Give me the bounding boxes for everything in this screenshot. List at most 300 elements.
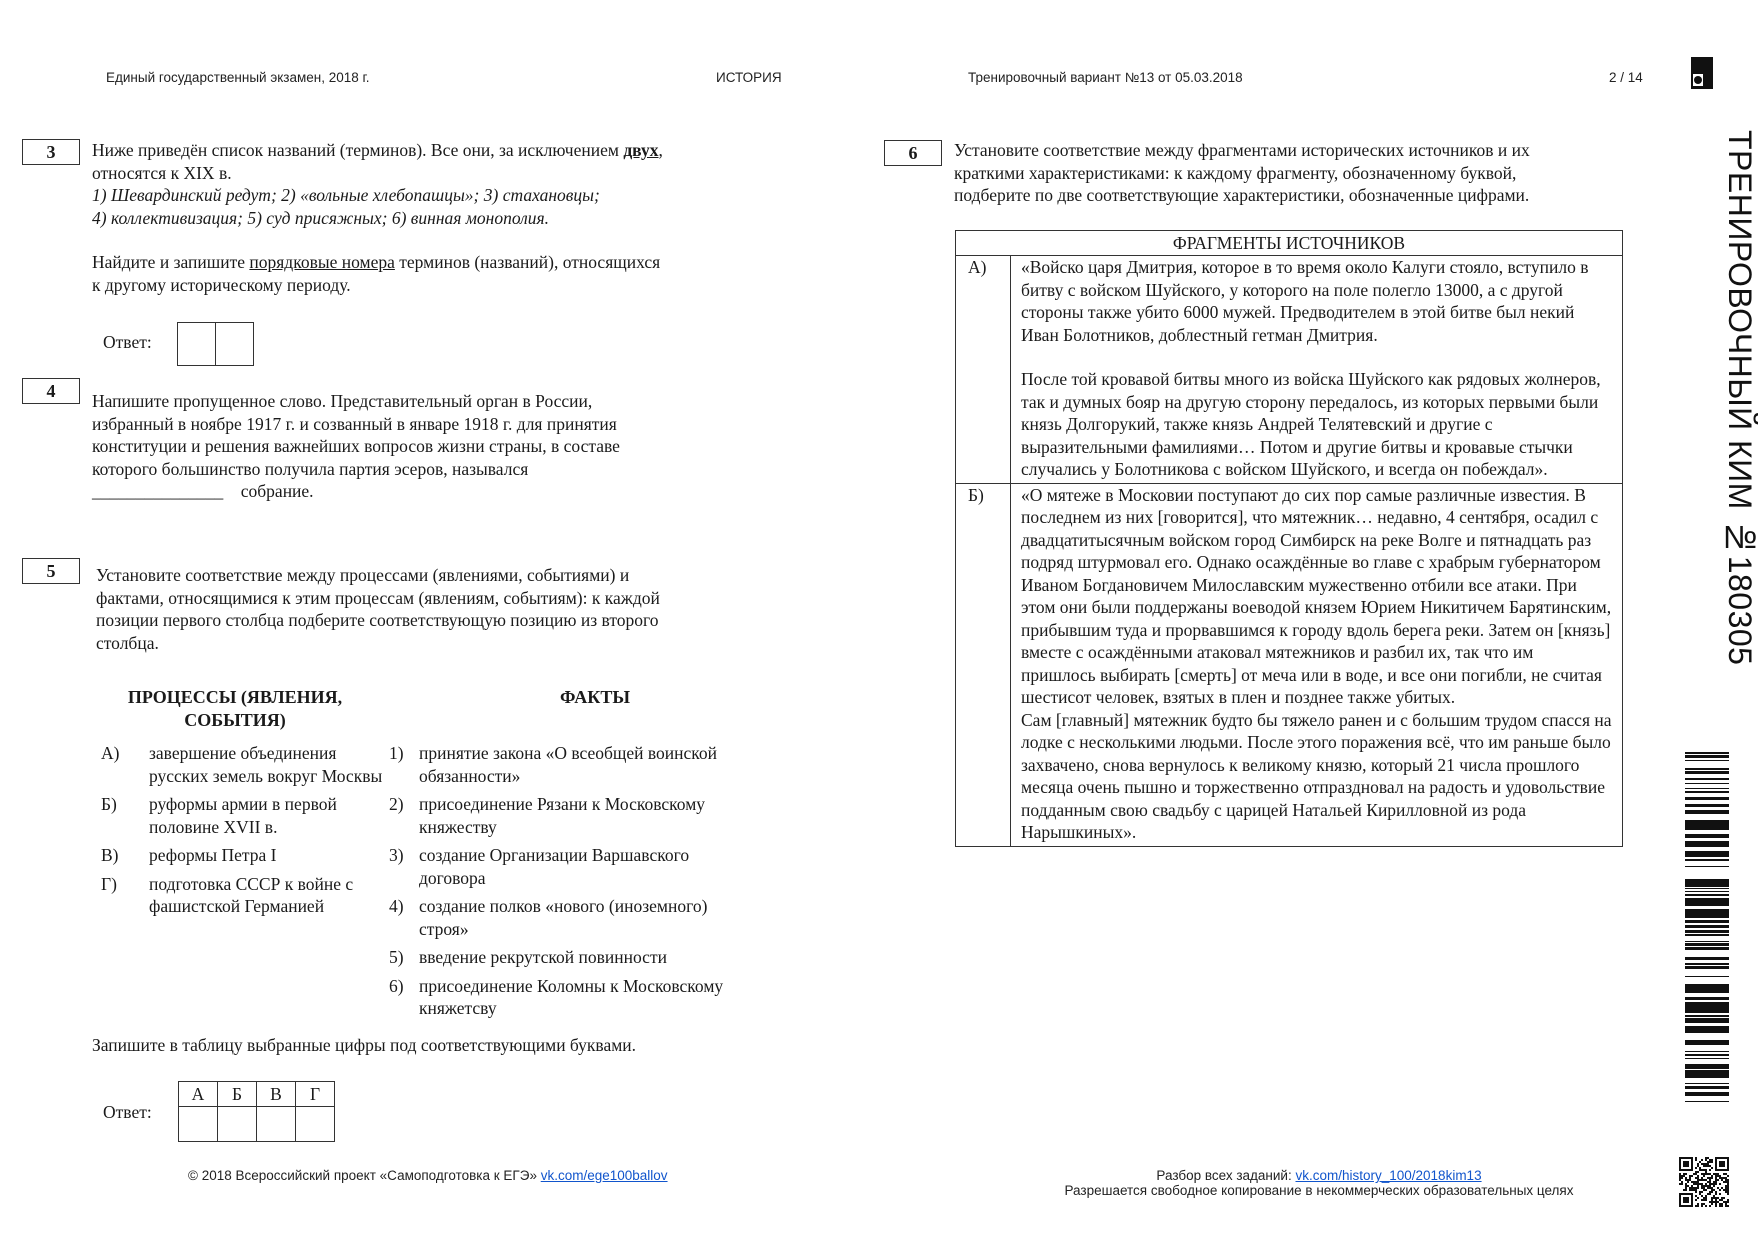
qr-module (1725, 1187, 1727, 1189)
barcode-bar (1685, 1051, 1729, 1052)
qr-module (1685, 1189, 1687, 1191)
barcode-bar (1685, 930, 1729, 933)
qr-module (1723, 1173, 1725, 1175)
barcode-bar (1685, 987, 1729, 988)
barcode-bar (1685, 783, 1729, 784)
qr-module (1697, 1181, 1699, 1183)
qr-module (1705, 1171, 1707, 1173)
barcode-bar (1685, 1026, 1729, 1028)
qr-module (1707, 1181, 1709, 1183)
qr-module (1727, 1183, 1729, 1185)
qr-module (1715, 1201, 1717, 1203)
barcode-bar (1685, 1076, 1729, 1078)
qr-module (1707, 1185, 1709, 1187)
barcode-bar (1685, 1054, 1729, 1056)
qr-module (1727, 1181, 1729, 1183)
qr-module (1727, 1185, 1729, 1187)
question-4 (92, 390, 752, 503)
barcode-bar (1685, 755, 1729, 757)
barcode-bar (1685, 1015, 1729, 1017)
qr-module (1697, 1175, 1699, 1177)
qr-module (1709, 1177, 1711, 1179)
qr-module (1699, 1191, 1701, 1193)
barcode-bar (1685, 901, 1729, 904)
barcode-bar (1685, 880, 1729, 882)
qr-module (1697, 1205, 1699, 1207)
qr-module (1687, 1181, 1689, 1183)
qr-module (1695, 1191, 1697, 1193)
q5-answer-table (178, 1081, 335, 1142)
barcode-bar (1685, 792, 1729, 793)
qr-module (1719, 1199, 1721, 1201)
qr-module (1695, 1173, 1697, 1175)
barcode-bar (1685, 1058, 1729, 1059)
q5-fact-item: 3) создание Организации Варшавского договора (389, 845, 690, 888)
q3-line2: относятся к XIX в. (92, 162, 232, 183)
barcode-bar (1685, 934, 1729, 936)
barcode-bar (1685, 998, 1729, 1000)
q4-answer-blank[interactable]: _______________ (92, 481, 224, 501)
barcode-bar (1685, 841, 1729, 842)
qr-module (1709, 1193, 1711, 1195)
qr-module (1727, 1179, 1729, 1181)
qr-module (1703, 1165, 1705, 1167)
barcode-bar (1685, 925, 1729, 928)
qr-module (1703, 1189, 1705, 1191)
question-6 (954, 139, 1649, 207)
barcode-bar (1685, 888, 1729, 889)
footer-left: © 2018 Всероссийский проект «Самоподготовка к ЕГЭ» vk.com/ege100ballov (188, 1168, 668, 1183)
qr-module (1685, 1177, 1687, 1179)
q3-emphasis: двух (623, 140, 659, 160)
qr-module (1699, 1169, 1701, 1171)
qr-module (1709, 1161, 1711, 1163)
qr-module (1715, 1181, 1717, 1183)
qr-module (1685, 1183, 1687, 1185)
qr-module (1709, 1185, 1711, 1187)
qr-module (1721, 1179, 1723, 1181)
qr-module (1709, 1205, 1711, 1207)
qr-module (1679, 1183, 1681, 1185)
qr-module (1713, 1189, 1715, 1191)
barcode-bar (1685, 997, 1729, 998)
qr-module (1697, 1187, 1699, 1189)
fragment-a-mark: А) (956, 256, 1011, 484)
qr-module (1701, 1173, 1703, 1175)
qr-module (1725, 1205, 1727, 1207)
barcode-bar (1685, 797, 1729, 800)
barcode-bar (1685, 1040, 1729, 1042)
q4-blank-line: _______________ собрание. (92, 481, 314, 501)
footer-copy-note: Разрешается свободное копирование в некоммерческих образовательных целях (1064, 1183, 1574, 1198)
qr-module (1719, 1177, 1721, 1179)
barcode-bar (1685, 804, 1729, 807)
qr-module (1701, 1159, 1703, 1161)
qr-module (1715, 1183, 1717, 1185)
qr-module (1715, 1193, 1717, 1195)
answer-cell-g[interactable] (296, 1107, 335, 1142)
qr-module (1715, 1173, 1717, 1175)
qr-module (1691, 1187, 1693, 1189)
qr-module (1697, 1183, 1699, 1185)
qr-module (1691, 1185, 1693, 1187)
qr-module (1717, 1201, 1719, 1203)
barcode-bar (1685, 904, 1729, 906)
qr-module (1711, 1199, 1713, 1201)
barcode-bar (1685, 1086, 1729, 1089)
fragment-b (1011, 483, 1623, 846)
barcode-bar (1685, 1021, 1729, 1023)
q3-answer-cell-1[interactable] (178, 323, 216, 365)
header-exam-title: Единый государственный экзамен, 2018 г. (106, 70, 370, 85)
qr-module (1701, 1191, 1703, 1193)
barcode-bar (1685, 898, 1729, 899)
q5-facts-list (389, 742, 739, 1026)
qr-module (1693, 1173, 1695, 1175)
barcode-bar (1685, 1028, 1729, 1031)
q6-line: подберите по две соответствующие характеристики, обозначенные цифрами. (954, 185, 1530, 205)
qr-module (1697, 1203, 1699, 1205)
qr-module (1697, 1177, 1699, 1179)
answer-cell-b[interactable] (218, 1107, 257, 1142)
answer-cell-a[interactable] (179, 1107, 218, 1142)
qr-module (1703, 1187, 1705, 1189)
qr-module (1715, 1199, 1717, 1201)
answer-cell-v[interactable] (257, 1107, 296, 1142)
qr-module (1709, 1183, 1711, 1185)
qr-module (1705, 1165, 1707, 1167)
qr-module (1709, 1201, 1711, 1203)
answer-header-b: Б (218, 1082, 257, 1107)
barcode-bar (1685, 837, 1729, 838)
q5-fact-item: 2) присоединение Рязани к Московскому княжеству (389, 794, 706, 837)
qr-module (1689, 1175, 1691, 1177)
q5-fact-item: 5) введение рекрутской повинности (389, 947, 667, 967)
qr-module (1711, 1187, 1713, 1189)
q5-process-item: Г) подготовка СССР к войне с фашистской Германией (101, 873, 354, 916)
qr-module (1717, 1173, 1719, 1175)
qr-module (1711, 1177, 1713, 1179)
barcode-bar (1685, 914, 1729, 916)
barcode-bar (1685, 859, 1729, 861)
side-title: ТРЕНИРОВОЧНЫЙ КИМ №180305 (1722, 130, 1758, 666)
qr-module (1723, 1181, 1725, 1183)
q5-line: Установите соответствие между процессами (явлениями, событиями) и (96, 565, 630, 585)
qr-module (1725, 1173, 1727, 1175)
qr-module (1695, 1195, 1697, 1197)
qr-module (1683, 1175, 1685, 1177)
barcode-bar (1685, 760, 1729, 761)
qr-module (1703, 1173, 1705, 1175)
qr-module (1687, 1179, 1689, 1181)
q3-list-line2: 4) коллективизация; 5) суд присяжных; 6) винная монополия. (92, 207, 550, 228)
barcode-bar (1685, 834, 1729, 837)
qr-module (1679, 1177, 1681, 1179)
qr-module (1689, 1187, 1691, 1189)
question-number-3: 3 (22, 139, 80, 165)
barcode-bar (1685, 768, 1729, 770)
qr-module (1683, 1173, 1685, 1175)
qr-module (1691, 1181, 1693, 1183)
qr-module (1703, 1163, 1705, 1165)
qr-module (1709, 1165, 1711, 1167)
barcode-bar (1685, 856, 1729, 857)
qr-module (1681, 1177, 1683, 1179)
qr-module (1727, 1189, 1729, 1191)
barcode-bar (1685, 947, 1729, 948)
qr-module (1695, 1183, 1697, 1185)
qr-module (1723, 1177, 1725, 1179)
sources-table (955, 230, 1623, 847)
qr-module (1709, 1173, 1711, 1175)
qr-module (1727, 1205, 1729, 1207)
footer-left-link[interactable]: vk.com/ege100ballov (540, 1168, 668, 1183)
barcode-bar (1685, 894, 1729, 896)
question-number-5: 5 (22, 558, 80, 584)
question-5 (96, 564, 756, 654)
barcode-bar (1685, 1101, 1729, 1102)
barcode-bar (1685, 949, 1729, 950)
qr-module (1715, 1197, 1717, 1199)
barcode-bar (1685, 827, 1729, 830)
barcode-bar (1685, 911, 1729, 914)
fragment-a-paragraph-1: «Войско царя Дмитрия, которое в то время около Калуги стояло, вступило в битву с войском Шуйского, у которого на поле полегло 13000, а с другой стороны также убито 6000 мужей. Предводителем в этой битве был некий Иван Болотников, доблестный гетман Дмитрия. (1021, 257, 1589, 345)
q5-process-item: В) реформы Петра I (101, 845, 277, 865)
qr-module (1721, 1205, 1723, 1207)
qr-module (1699, 1167, 1701, 1169)
q5-line: позиции первого столбца подберите соответствующую позицию из второго (96, 610, 659, 630)
qr-module (1717, 1197, 1719, 1199)
qr-module (1711, 1201, 1713, 1203)
barcode-bar (1685, 976, 1729, 977)
q3-list-line1: 1) Шевардинский редут; 2) «вольные хлебопашцы»; 3) стахановцы; (92, 185, 600, 205)
qr-module (1725, 1191, 1727, 1193)
barcode-bar (1685, 824, 1729, 827)
barcode-bar (1685, 851, 1729, 854)
q3-task-line2: к другому историческому периоду. (92, 274, 351, 295)
qr-module (1697, 1165, 1699, 1167)
qr-module (1705, 1195, 1707, 1197)
barcode-bar (1685, 791, 1729, 792)
q5-line: фактами, относящимися к этим процессам (явлениям, событиям): к каждой (96, 587, 660, 608)
qr-module (1711, 1191, 1713, 1193)
qr-module (1721, 1177, 1723, 1179)
qr-module (1711, 1159, 1713, 1161)
barcode-bar (1685, 1031, 1729, 1033)
qr-module (1697, 1179, 1699, 1181)
qr-module (1681, 1181, 1683, 1183)
qr-module (1721, 1203, 1723, 1205)
barcode-bar (1685, 1066, 1729, 1069)
qr-module (1701, 1169, 1703, 1171)
qr-module (1725, 1189, 1727, 1191)
qr-module (1727, 1193, 1729, 1195)
qr-module (1701, 1199, 1703, 1201)
answer-header-a: А (179, 1082, 218, 1107)
barcode-bar (1685, 771, 1729, 774)
qr-module (1727, 1201, 1729, 1203)
qr-module (1703, 1175, 1705, 1177)
qr-module (1701, 1195, 1703, 1197)
barcode-bar (1685, 966, 1729, 967)
qr-module (1701, 1163, 1703, 1165)
qr-module (1707, 1163, 1709, 1165)
qr-module (1691, 1175, 1693, 1177)
qr-module (1705, 1159, 1707, 1161)
qr-finder (1683, 1197, 1689, 1203)
question-3 (92, 139, 752, 296)
qr-module (1691, 1189, 1693, 1191)
qr-module (1719, 1189, 1721, 1191)
q5-fact-item: 4) создание полков «нового (иноземного) строя» (389, 896, 708, 939)
barcode-bar (1685, 788, 1729, 789)
barcode-bar (1685, 988, 1729, 991)
qr-module (1705, 1185, 1707, 1187)
qr-module (1697, 1185, 1699, 1187)
barcode-bar (1685, 810, 1729, 812)
qr-module (1681, 1175, 1683, 1177)
barcode-bar (1685, 984, 1729, 987)
qr-module (1695, 1171, 1697, 1173)
qr-module (1701, 1185, 1703, 1187)
barcode-bar (1685, 957, 1729, 960)
qr-module (1703, 1185, 1705, 1187)
qr-module (1719, 1193, 1721, 1195)
barcode-bar (1685, 1073, 1729, 1076)
barcode-bar (1685, 866, 1729, 867)
barcode-bar (1685, 1009, 1729, 1010)
qr-module (1715, 1205, 1717, 1207)
qr-module (1709, 1181, 1711, 1183)
qr-module (1705, 1179, 1707, 1181)
qr-module (1705, 1189, 1707, 1191)
qr-module (1705, 1157, 1707, 1159)
qr-module (1705, 1173, 1707, 1175)
q5-process-item: А) завершение объединения русских земель вокруг Москвы (101, 743, 383, 786)
qr-module (1711, 1167, 1713, 1169)
qr-module (1715, 1203, 1717, 1205)
qr-module (1713, 1183, 1715, 1185)
logo-icon (1690, 56, 1718, 90)
qr-module (1723, 1201, 1725, 1203)
qr-module (1701, 1183, 1703, 1185)
qr-module (1705, 1205, 1707, 1207)
qr-module (1699, 1193, 1701, 1195)
qr-module (1725, 1203, 1727, 1205)
qr-module (1715, 1191, 1717, 1193)
barcode-bar (1685, 778, 1729, 780)
qr-module (1689, 1189, 1691, 1191)
qr-module (1695, 1167, 1697, 1169)
fragment-b-paragraph-1: «О мятеже в Московии поступают до сих пор самые различные известия. В последнем из них [говорится], что мятежник… недавно, 4 сентября, осадил с двадцатитысячным войском город Симбирск на реке Волге и пятнадцать раз подряд штурмовал его. Однако осаждённые во главе с храбрым губернатором Иваном Богдановичем Милославским мужественно отбили все атаки. При этом они были поддержаны воеводой князем Юрием Никитичем Барятинским, прибывшим туда и прорвавшимся к городу вдоль берега реки. Затем он [князь] вместе с осаждёнными атаковал мятежников и разбил их, так что им пришлось выбирать [смерть] от меча или в воде, и все они погибли, не считая шестисот человек, взятых в плен и позднее также убитых. (1021, 484, 1612, 707)
answer-header-g: Г (296, 1082, 335, 1107)
qr-module (1701, 1205, 1703, 1207)
qr-module (1707, 1177, 1709, 1179)
footer-right-link[interactable]: vk.com/history_100/2018kim13 (1295, 1168, 1482, 1183)
qr-module (1727, 1175, 1729, 1177)
qr-module (1703, 1169, 1705, 1171)
qr-module (1727, 1199, 1729, 1201)
qr-module (1695, 1157, 1697, 1159)
qr-module (1689, 1177, 1691, 1179)
qr-module (1685, 1179, 1687, 1181)
qr-module (1721, 1187, 1723, 1189)
q6-line: краткими характеристиками: к каждому фрагменту, обозначенному буквой, (954, 162, 1517, 183)
qr-module (1713, 1181, 1715, 1183)
qr-module (1695, 1177, 1697, 1179)
barcode-bar (1685, 920, 1729, 923)
qr-module (1701, 1177, 1703, 1179)
qr-module (1699, 1161, 1701, 1163)
qr-module (1699, 1183, 1701, 1185)
qr-module (1707, 1165, 1709, 1167)
header-subject: ИСТОРИЯ (716, 70, 782, 85)
qr-module (1699, 1179, 1701, 1181)
qr-module (1705, 1199, 1707, 1201)
qr-module (1707, 1193, 1709, 1195)
qr-module (1705, 1197, 1707, 1199)
barcode-bar (1685, 941, 1729, 942)
barcode-bar (1685, 1083, 1729, 1084)
barcode-bar (1685, 1064, 1729, 1066)
qr-module (1711, 1203, 1713, 1205)
qr-module (1713, 1185, 1715, 1187)
qr-module (1723, 1197, 1725, 1199)
barcode-bar (1685, 821, 1729, 824)
qr-finder (1683, 1161, 1689, 1167)
qr-module (1683, 1189, 1685, 1191)
barcode-bar (1685, 842, 1729, 844)
qr-module (1725, 1177, 1727, 1179)
barcode-bar (1685, 1042, 1729, 1045)
qr-module (1727, 1187, 1729, 1189)
q3-answer-cell-2[interactable] (216, 323, 253, 365)
q5-col2-heading: ФАКТЫ (559, 687, 631, 707)
qr-code-icon (1679, 1157, 1729, 1207)
qr-module (1723, 1189, 1725, 1191)
q4-line: которого большинство получила партия эсеров, назывался (92, 458, 529, 479)
q5-processes-list (101, 742, 383, 924)
qr-module (1693, 1183, 1695, 1185)
barcode-bar (1685, 991, 1729, 993)
barcode-bar (1685, 882, 1729, 884)
qr-module (1695, 1199, 1697, 1201)
qr-module (1709, 1191, 1711, 1193)
qr-module (1707, 1173, 1709, 1175)
qr-module (1697, 1171, 1699, 1173)
qr-module (1695, 1205, 1697, 1207)
answer-header-v: В (257, 1082, 296, 1107)
qr-module (1721, 1197, 1723, 1199)
qr-module (1705, 1169, 1707, 1171)
qr-module (1685, 1173, 1687, 1175)
barcode-bar (1685, 1008, 1729, 1009)
qr-module (1679, 1173, 1681, 1175)
fragment-b-paragraph-2: Сам [главный] мятежник будто бы тяжело ранен и с большим трудом спасся на лодке с несколькими людьми. После этого поражения всё, что им раньше было захвачено, снова вернулось к великому князю, который 21 числа прошлого месяца очень пышно и торжественно отпраздновал на радость и удовольствие подданным свою свадьбу с царицей Натальей Кирилловной из рода Нарышкиных». (1021, 709, 1612, 842)
barcode-bar (1685, 1092, 1729, 1094)
barcode-bar (1685, 884, 1729, 887)
qr-finder (1719, 1161, 1725, 1167)
q3-answer-field[interactable] (177, 322, 254, 366)
qr-module (1707, 1161, 1709, 1163)
qr-module (1703, 1179, 1705, 1181)
qr-module (1695, 1159, 1697, 1161)
qr-module (1713, 1195, 1715, 1197)
qr-module (1707, 1157, 1709, 1159)
header-page-number: 2 / 14 (1609, 70, 1643, 85)
qr-module (1703, 1203, 1705, 1205)
qr-module (1709, 1159, 1711, 1161)
